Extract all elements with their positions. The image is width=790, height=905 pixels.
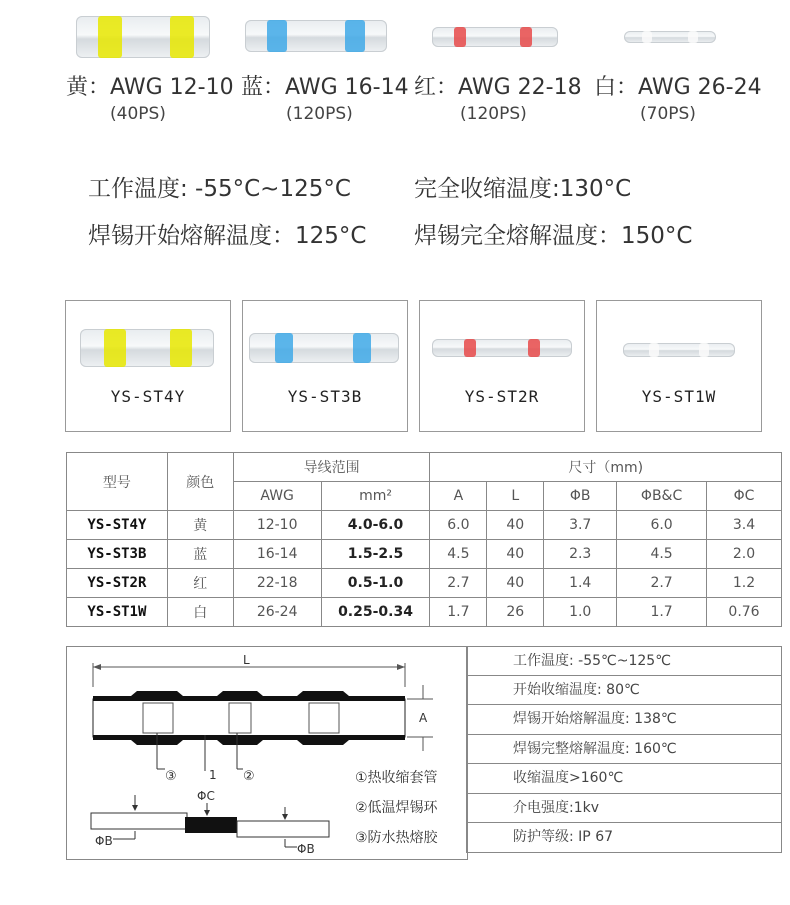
product-code: YS-ST2R	[464, 387, 540, 406]
ring-left	[454, 27, 466, 47]
header-a: A	[430, 482, 487, 511]
header-c: ΦC	[707, 482, 782, 511]
dim-label-l: L	[243, 653, 250, 667]
header-awg: AWG	[233, 482, 321, 511]
label-phi-b-left: ΦB	[95, 834, 113, 848]
property-row: 开始收缩温度: 80℃	[466, 676, 782, 706]
property-row: 焊锡开始熔解温度: 138℃	[466, 705, 782, 735]
cell-l: 40	[487, 569, 544, 598]
spec-solder-full-temp: 焊锡完全熔解温度：150°C	[414, 223, 693, 249]
cell-b: 3.7	[544, 511, 617, 540]
table-row	[67, 540, 782, 569]
product-box-st4y	[65, 300, 231, 432]
ring-left	[267, 20, 287, 52]
count-red: (120PS)	[460, 104, 527, 124]
dimension-diagram	[66, 646, 468, 860]
cell-l: 26	[487, 598, 544, 627]
table-row	[67, 511, 782, 540]
cell-awg: 22-18	[233, 569, 321, 598]
ring-left	[464, 339, 476, 357]
property-row: 防护等级: IP 67	[466, 823, 782, 853]
dim-label-a: A	[419, 711, 428, 725]
cell-b: 1.0	[544, 598, 617, 627]
cell-c: 0.76	[707, 598, 782, 627]
cell-bc: 1.7	[617, 598, 707, 627]
ring-right	[353, 333, 371, 363]
product-code: YS-ST3B	[287, 387, 363, 406]
cell-awg: 16-14	[233, 540, 321, 569]
header-size: 尺寸（mm)	[430, 453, 782, 482]
cell-a: 1.7	[430, 598, 487, 627]
spec-solder-start-temp: 焊锡开始熔解温度：125°C	[88, 223, 367, 249]
cell-c: 1.2	[707, 569, 782, 598]
ring-right	[688, 31, 698, 43]
cell-b: 2.3	[544, 540, 617, 569]
ring-right	[520, 27, 532, 47]
product-image	[432, 339, 572, 357]
product-box-st3b	[242, 300, 408, 432]
count-blue: (120PS)	[286, 104, 353, 124]
ring-right	[170, 329, 192, 367]
cell-bc: 2.7	[617, 569, 707, 598]
product-box-st2r	[419, 300, 585, 432]
header-mm2: mm²	[321, 482, 430, 511]
legend-item: ②低温焊锡环	[355, 800, 438, 816]
product-image-white	[624, 31, 716, 43]
cell-c: 2.0	[707, 540, 782, 569]
label-phi-b-right: ΦB	[297, 842, 315, 856]
product-image-yellow	[76, 16, 210, 58]
count-yellow: (40PS)	[110, 104, 166, 124]
cell-awg: 12-10	[233, 511, 321, 540]
cell-mm2: 0.5-1.0	[321, 569, 430, 598]
cell-mm2: 1.5-2.5	[321, 540, 430, 569]
ring-left	[649, 343, 659, 357]
cell-l: 40	[487, 540, 544, 569]
header-l: L	[487, 482, 544, 511]
label-phi-c: ΦC	[197, 789, 215, 803]
cell-model: YS-ST1W	[67, 598, 168, 627]
color-label-red: 红：AWG 22-18	[414, 75, 582, 100]
cell-color: 红	[167, 569, 233, 598]
header-model: 型号	[67, 453, 168, 511]
product-image-red	[432, 27, 558, 47]
product-image-blue	[245, 20, 387, 52]
product-code: YS-ST1W	[641, 387, 717, 406]
cell-color: 黄	[167, 511, 233, 540]
cell-mm2: 4.0-6.0	[321, 511, 430, 540]
property-row: 介电强度:1kv	[466, 794, 782, 824]
cell-bc: 6.0	[617, 511, 707, 540]
cell-a: 6.0	[430, 511, 487, 540]
ring-right	[345, 20, 365, 52]
cell-color: 白	[167, 598, 233, 627]
property-row: 收缩温度>160℃	[466, 764, 782, 794]
legend-item: ①热收缩套管	[355, 770, 438, 786]
spec-table	[66, 452, 782, 627]
table-row	[67, 569, 782, 598]
callout-2: ②	[243, 769, 255, 784]
ring-left	[98, 16, 122, 58]
spec-full-shrink-temp: 完全收缩温度:130°C	[414, 176, 632, 202]
product-image	[249, 333, 399, 363]
cell-a: 4.5	[430, 540, 487, 569]
ring-right	[699, 343, 709, 357]
header-bc: ΦB&C	[617, 482, 707, 511]
cell-b: 1.4	[544, 569, 617, 598]
cell-model: YS-ST2R	[67, 569, 168, 598]
legend-item: ③防水热熔胶	[355, 830, 438, 846]
header-wire-range: 导线范围	[233, 453, 430, 482]
ring-right	[170, 16, 194, 58]
spec-working-temp: 工作温度: -55°C~125°C	[88, 176, 351, 202]
product-image	[80, 329, 214, 367]
product-box-st1w	[596, 300, 762, 432]
callout-1: 1	[209, 768, 217, 782]
cell-l: 40	[487, 511, 544, 540]
cell-awg: 26-24	[233, 598, 321, 627]
ring-right	[528, 339, 540, 357]
count-white: (70PS)	[640, 104, 696, 124]
cell-a: 2.7	[430, 569, 487, 598]
cell-c: 3.4	[707, 511, 782, 540]
properties-table	[466, 646, 782, 858]
color-label-yellow: 黄：AWG 12-10	[66, 75, 234, 100]
cell-color: 蓝	[167, 540, 233, 569]
cell-model: YS-ST3B	[67, 540, 168, 569]
callout-3: ③	[165, 769, 177, 784]
cell-model: YS-ST4Y	[67, 511, 168, 540]
color-label-blue: 蓝：AWG 16-14	[241, 75, 409, 100]
ring-left	[642, 31, 652, 43]
product-code: YS-ST4Y	[110, 387, 186, 406]
header-color: 颜色	[167, 453, 233, 511]
property-row: 工作温度: -55℃~125℃	[466, 646, 782, 676]
ring-left	[104, 329, 126, 367]
table-row	[67, 598, 782, 627]
ring-left	[275, 333, 293, 363]
property-row: 焊锡完整熔解温度: 160℃	[466, 735, 782, 765]
header-b: ΦB	[544, 482, 617, 511]
cell-bc: 4.5	[617, 540, 707, 569]
color-label-white: 白：AWG 26-24	[594, 75, 762, 100]
cell-mm2: 0.25-0.34	[321, 598, 430, 627]
product-image	[623, 343, 735, 357]
